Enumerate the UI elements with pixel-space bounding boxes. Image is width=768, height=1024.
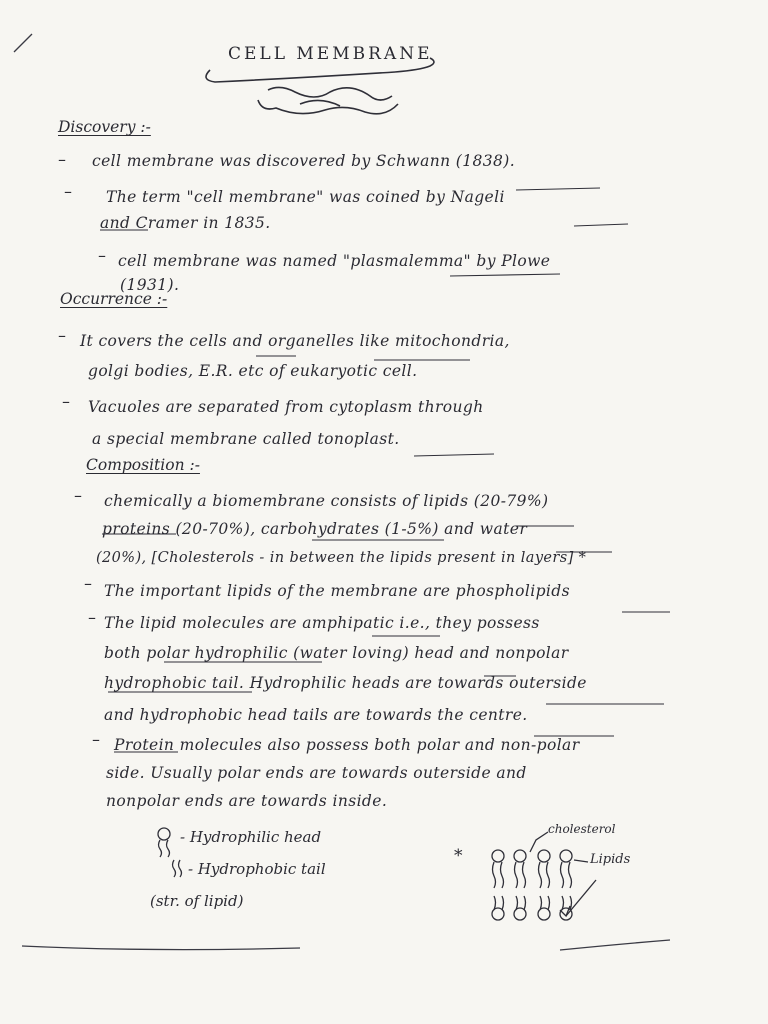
discovery-line-5: (1931). bbox=[120, 276, 180, 294]
diagram-star-marker: * bbox=[454, 846, 463, 866]
bottom-rule-left bbox=[22, 946, 300, 950]
discovery-line-4: cell membrane was named "plasmalemma" by Plowe bbox=[118, 252, 551, 270]
lipid-structure-caption: (str. of lipid) bbox=[150, 892, 244, 910]
lipid-legend-icon bbox=[158, 828, 182, 877]
bullet-dash: – bbox=[74, 486, 82, 505]
bottom-rule-right bbox=[560, 940, 670, 950]
composition-line-8: and hydrophobic head tails are towards the centre. bbox=[104, 706, 528, 724]
composition-line-3: (20%), [Cholesterols - in between the lipids present in layers] * bbox=[96, 550, 587, 566]
legend-hydrophilic-head: - Hydrophilic head bbox=[180, 828, 322, 846]
bullet-dash: – bbox=[98, 246, 106, 265]
bullet-dash: – bbox=[84, 574, 92, 593]
margin-tick-mark bbox=[14, 34, 32, 52]
page-title: CELL MEMBRANE bbox=[228, 44, 433, 64]
composition-line-5: The lipid molecules are amphipatic i.e., they possess bbox=[104, 614, 540, 632]
composition-line-11: nonpolar ends are towards inside. bbox=[106, 792, 388, 810]
legend-hydrophobic-tail: - Hydrophobic tail bbox=[188, 860, 326, 878]
discovery-line-3: and Cramer in 1835. bbox=[100, 214, 271, 232]
bullet-dash: – bbox=[58, 150, 66, 169]
title-flourish-ornament bbox=[206, 58, 434, 114]
discovery-heading: Discovery :- bbox=[58, 118, 151, 136]
bullet-dash: – bbox=[92, 730, 100, 749]
discovery-line-2: The term "cell membrane" was coined by Nageli bbox=[106, 188, 505, 206]
composition-line-2: proteins (20-70%), carbohydrates (1-5%) and water bbox=[102, 520, 528, 538]
composition-line-4: The important lipids of the membrane are phospholipids bbox=[104, 582, 570, 600]
bullet-dash: – bbox=[62, 392, 70, 411]
composition-line-10: side. Usually polar ends are towards outerside and bbox=[106, 764, 527, 782]
composition-heading: Composition :- bbox=[86, 456, 200, 474]
discovery-line-1: cell membrane was discovered by Schwann (1838). bbox=[92, 152, 516, 170]
lipid-bilayer-diagram bbox=[492, 832, 596, 920]
bullet-dash: – bbox=[64, 182, 72, 201]
bullet-dash: – bbox=[58, 326, 66, 345]
occurrence-line-4: a special membrane called tonoplast. bbox=[92, 430, 400, 448]
composition-line-9: Protein molecules also possess both polar and non-polar bbox=[114, 736, 580, 754]
composition-line-1: chemically a biomembrane consists of lipids (20-79%) bbox=[104, 492, 549, 510]
occurrence-line-1: It covers the cells and organelles like mitochondria, bbox=[80, 332, 510, 350]
occurrence-heading: Occurrence :- bbox=[60, 290, 168, 308]
composition-line-6: both polar hydrophilic (water loving) head and nonpolar bbox=[104, 644, 569, 662]
occurrence-line-2: golgi bodies, E.R. etc of eukaryotic cell. bbox=[88, 362, 418, 380]
bullet-dash: – bbox=[88, 608, 96, 627]
cholesterol-label: cholesterol bbox=[548, 822, 616, 836]
occurrence-line-3: Vacuoles are separated from cytoplasm through bbox=[88, 398, 484, 416]
composition-line-7: hydrophobic tail. Hydrophilic heads are towards outerside bbox=[104, 674, 587, 692]
lipids-label: Lipids bbox=[590, 852, 631, 867]
